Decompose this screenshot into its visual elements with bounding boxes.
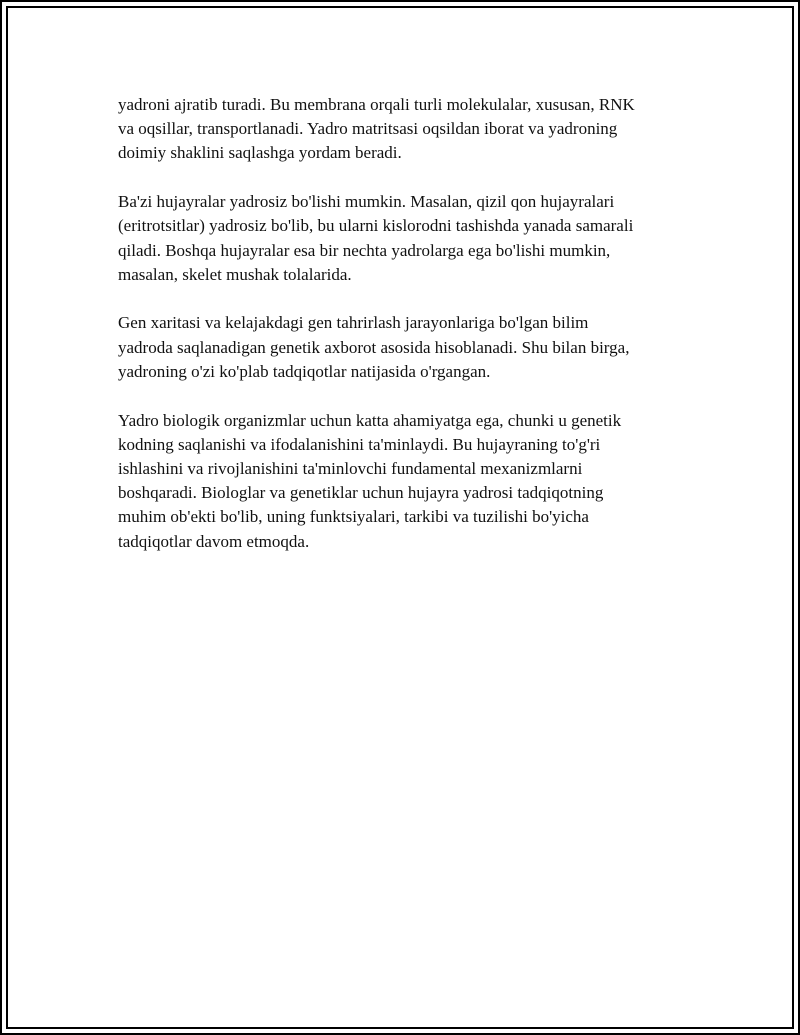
paragraph-2: Ba'zi hujayralar yadrosiz bo'lishi mumkin. Masalan, qizil qon hujayralari (eritrotsitlar) yadrosiz bo'lib, bu ularni kislorodni tashishda yanada samarali qiladi. Boshqa hujayralar esa bir nechta yadrolarga ega bo'lishi mumkin, masalan, skelet mushak tolalarida. [118,192,634,284]
paragraph-3: Gen xaritasi va kelajakdagi gen tahrirlash jarayonlariga bo'lgan bilim yadroda saqlanadigan genetik axborot asosida hisoblanadi. Shu bilan birga, yadroning o'zi ko'plab tadqiqotlar natijasida o'rgangan. [118,313,630,381]
paragraph-4: Yadro biologik organizmlar uchun katta ahamiyatga ega, chunki u genetik kodning saqlanishi va ifodalanishini ta'minlaydi. Bu hujayraning to'g'ri ishlashini va rivojlanishini ta'minlovchi fundamental mexanizmlarni boshqaradi. Biologlar va genetiklar uchun hujayra yadrosi tadqiqotning muhim ob'ekti bo'lib, uning funktsiyalari, tarkibi va tuzilishi bo'yicha tadqiqotlar davom etmoqda. [118,410,622,551]
paragraph-1: yadroni ajratib turadi. Bu membrana orqali turli molekulalar, xususan, RNK va oqsillar, transportlanadi. Yadro matritsasi oqsildan iborat va yadroning doimiy shaklini saqlashga yordam beradi. [118,95,635,163]
document-body [118,93,678,578]
